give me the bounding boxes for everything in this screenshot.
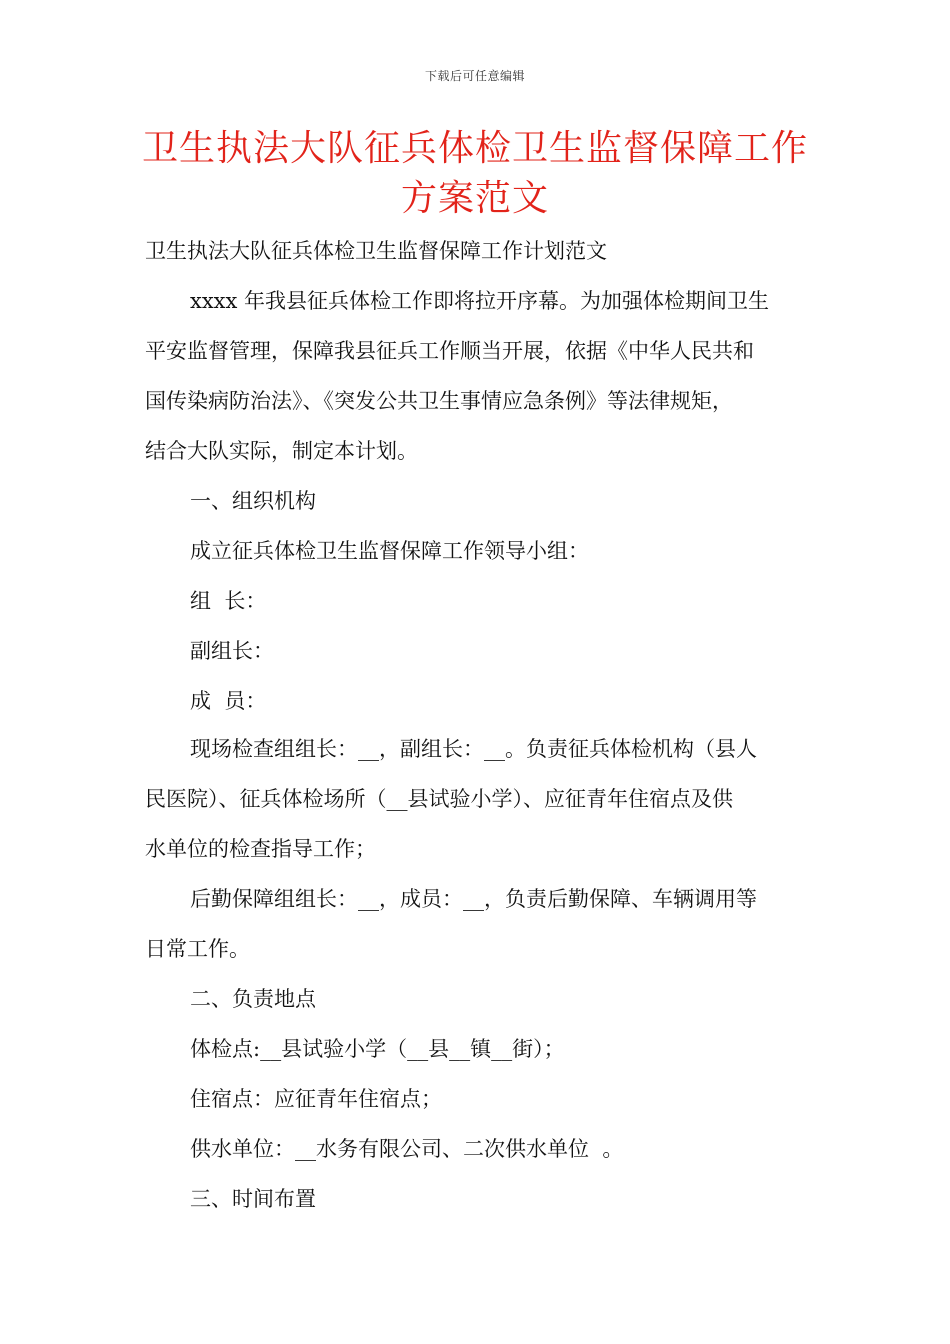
- inspect-line-2: 民医院）、征兵体检场所（__县试验小学）、应征青年住宿点及供: [145, 787, 733, 811]
- header-note: 下载后可任意编辑: [424, 69, 525, 83]
- subtitle: 卫生执法大队征兵体检卫生监督保障工作计划范文: [145, 239, 607, 263]
- deputy-label: 副组长：: [190, 639, 274, 663]
- section-3-heading: 三、时间布置: [190, 1187, 316, 1211]
- section-1-lead: 成立征兵体检卫生监督保障工作领导小组：: [190, 539, 589, 563]
- section-2-heading: 二、负责地点: [190, 987, 316, 1011]
- intro-line-2: 平安监督管理，保障我县征兵工作顺当开展，依据《中华人民共和: [145, 339, 754, 363]
- exam-site: 体检点:__县试验小学（__县__镇__街）；: [190, 1037, 565, 1061]
- intro-line-1: xxxx 年我县征兵体检工作即将拉开序幕。为加强体检期间卫生: [190, 289, 770, 313]
- lodging-site: 住宿点：应征青年住宿点；: [190, 1087, 442, 1111]
- title-line-2: 方案范文: [400, 178, 549, 219]
- title-line-1: 卫生执法大队征兵体检卫生监督保障工作: [141, 128, 808, 169]
- logistics-line-1: 后勤保障组组长：__，成员：__，负责后勤保障、车辆调用等: [190, 887, 757, 911]
- logistics-line-2: 日常工作。: [145, 937, 250, 961]
- member-label: 成 员：: [190, 689, 267, 713]
- intro-line-3: 国传染病防治法》、《突发公共卫生事情应急条例》等法律规矩，: [145, 389, 733, 413]
- inspect-line-1: 现场检查组组长：__，副组长：__。负责征兵体检机构（县人: [190, 737, 757, 761]
- section-1-heading: 一、组织机构: [190, 489, 316, 513]
- leader-label: 组 长：: [190, 589, 267, 613]
- intro-line-4: 结合大队实际，制定本计划。: [145, 439, 418, 463]
- inspect-line-3: 水单位的检查指导工作；: [145, 837, 376, 861]
- document-title: [140, 124, 810, 224]
- water-unit: 供水单位：__水务有限公司、二次供水单位 。: [190, 1137, 624, 1161]
